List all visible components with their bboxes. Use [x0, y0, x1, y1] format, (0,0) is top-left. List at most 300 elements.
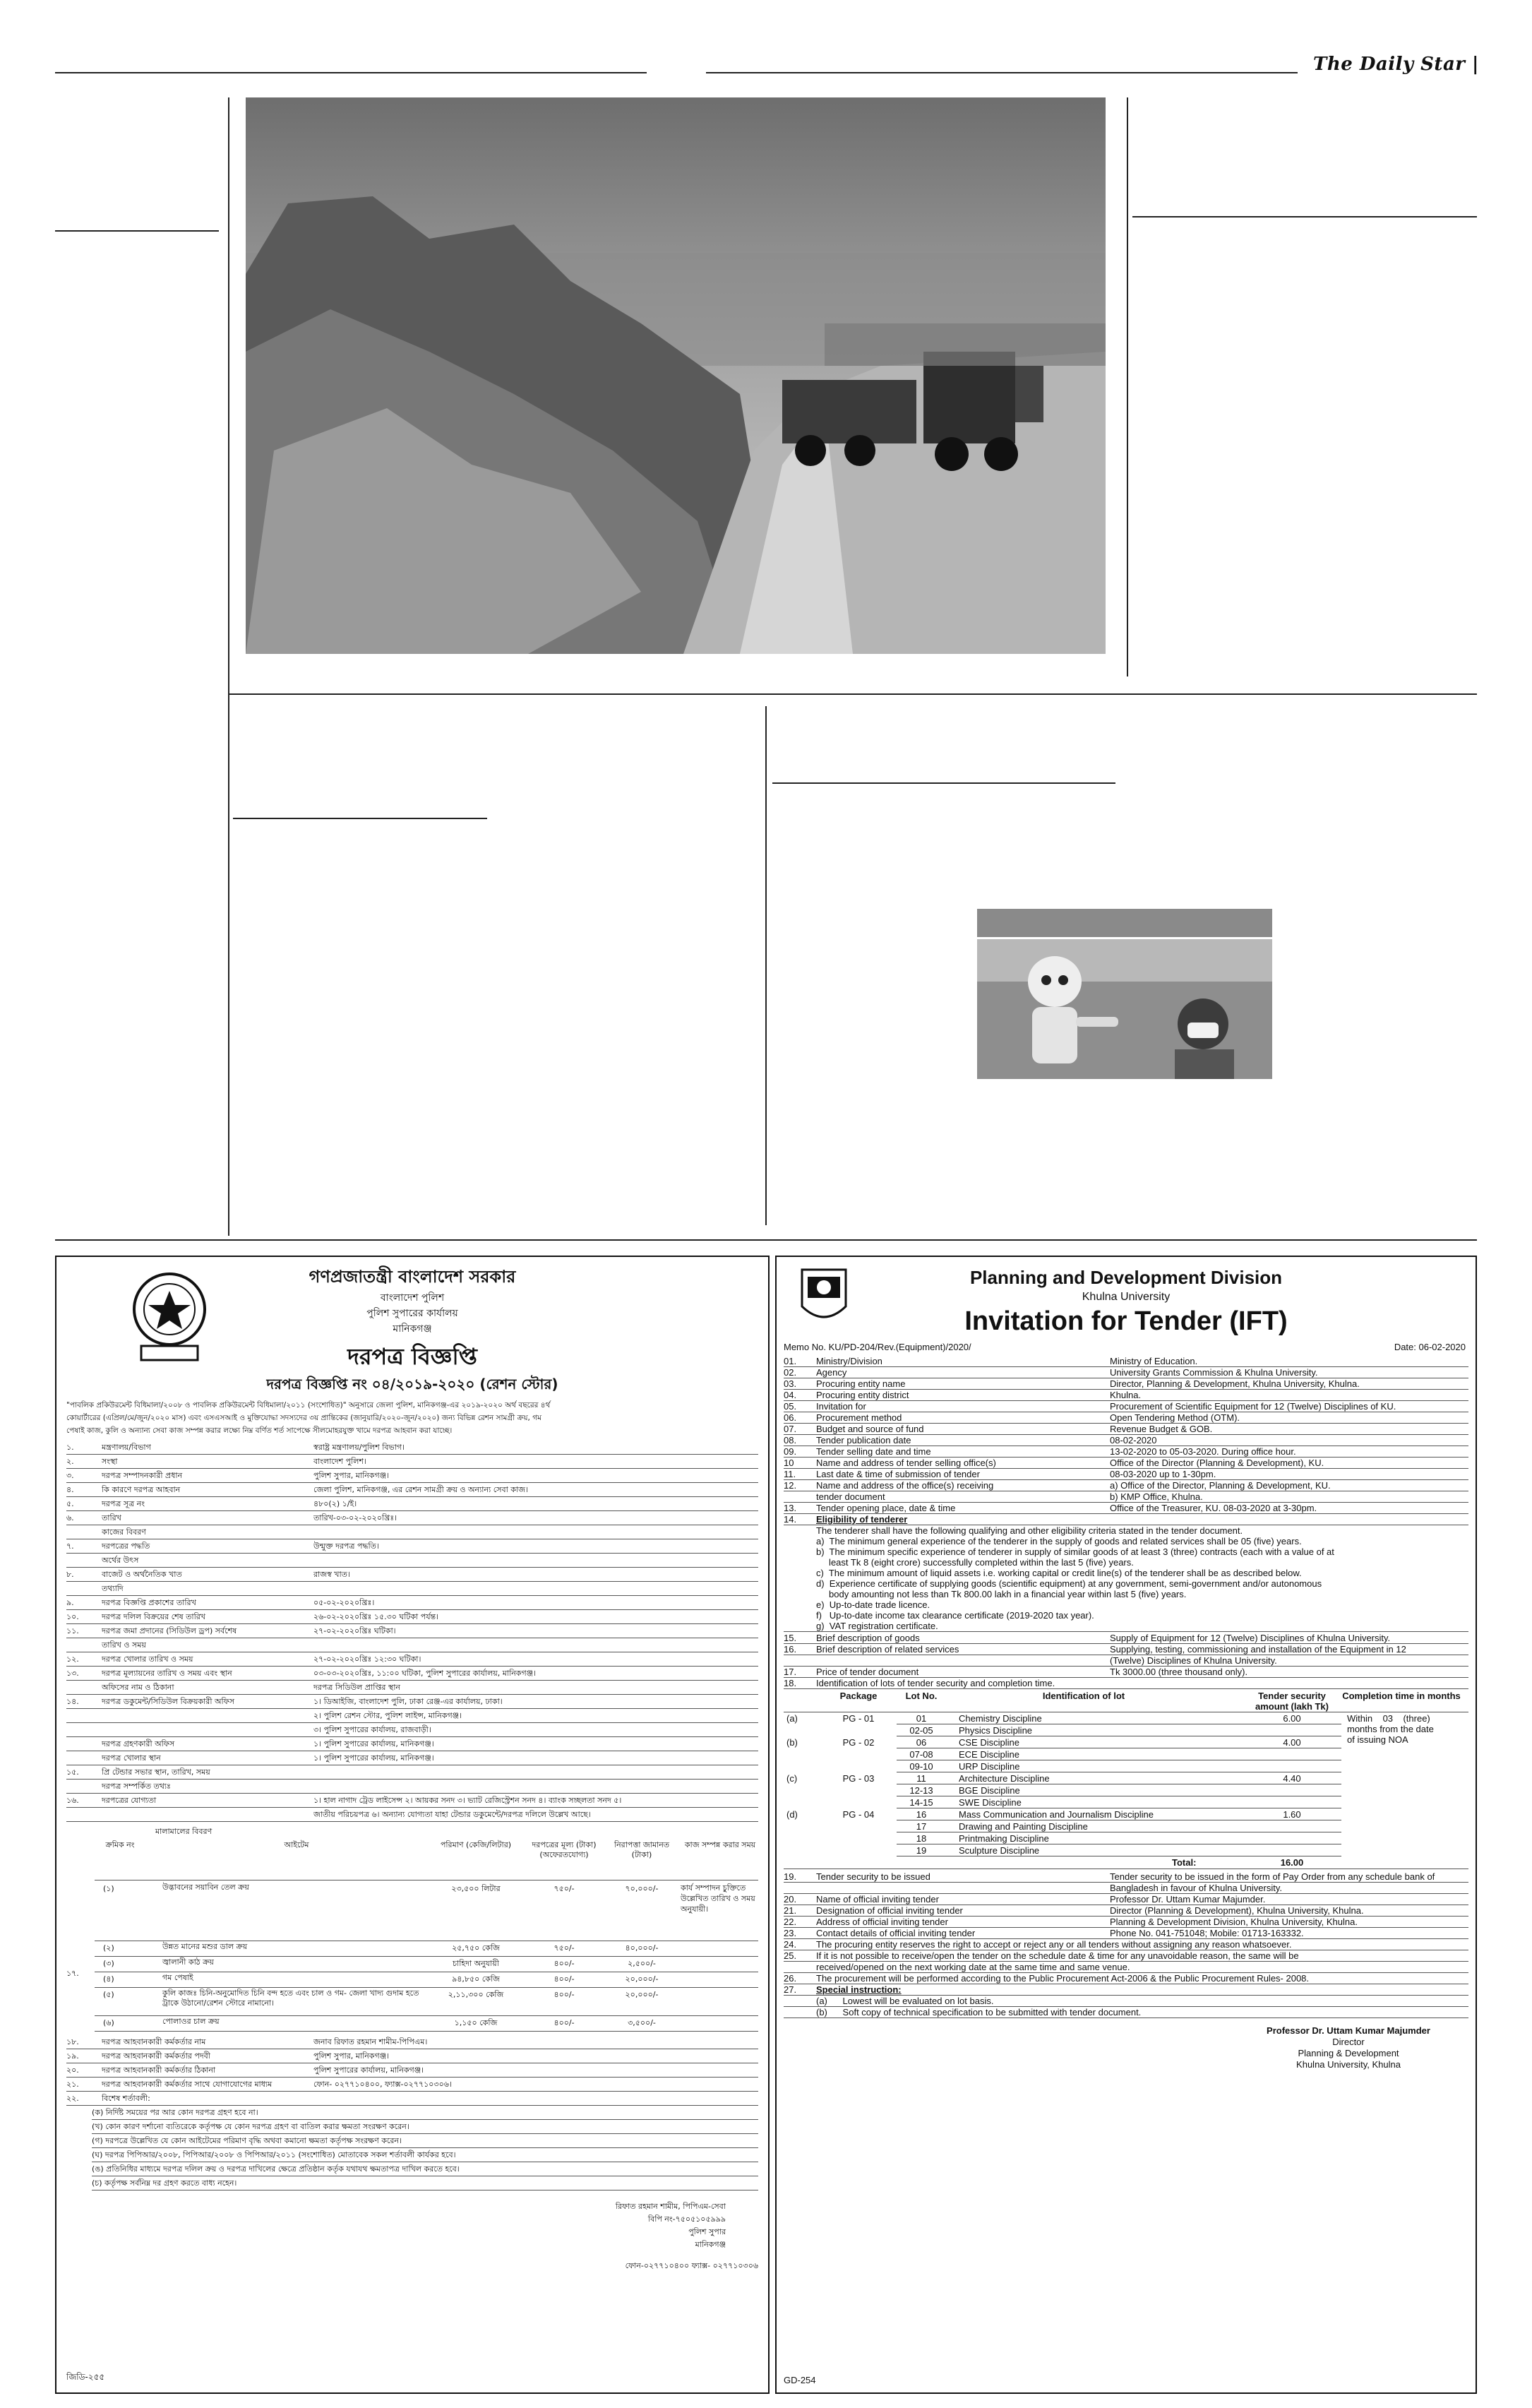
en-lot-number: 19: [916, 1845, 927, 1856]
bn-district: মানিকগঞ্জ: [393, 1323, 432, 1335]
en-row-value: Professor Dr. Uttam Kumar Majumder.: [1110, 1894, 1266, 1905]
en-row-value: Office of the Director (Planning & Development), KU.: [1110, 1458, 1324, 1468]
en-table-row: [784, 1424, 1468, 1434]
bangla-tender-notice: [55, 1256, 770, 2394]
en-eligibility-line: The tenderer shall have the following qualifying and other eligibility criteria stated in the tender document.: [816, 1525, 1243, 1536]
en-lot-total-label: Total:: [1172, 1857, 1197, 1868]
bn-goods-security: ২০,০০০/-: [625, 1990, 659, 1999]
en-row-no: 07.: [784, 1424, 797, 1434]
en-row-value: Open Tendering Method (OTM).: [1110, 1412, 1240, 1423]
en-table-row: [784, 1378, 1468, 1389]
en-lot-name: SWE Discipline: [959, 1797, 1022, 1808]
bn-row-value: ১। হাল নাগাদ ট্রেড লাইসেন্স ২। আয়কর সনদ ৩। ভ্যাট রেজিস্ট্রেশন সনদ ৪। ব্যাংক সচ্ছলতা সনদ ৫।: [313, 1796, 622, 1805]
bn-signature-line: ফোন-০২৭৭১০৪০০ ফ্যাক্স- ০২৭৭১০৩০৬: [625, 2261, 758, 2270]
en-eligibility-line: a) The minimum general experience of the tenderer in the supply of goods and related services shall be 05 (five) years.: [816, 1536, 1302, 1546]
bn-table-row: [66, 1667, 758, 1681]
bn-row-value: ফোন- ০২৭৭১০৪০০, ফ্যাক্স-০২৭৭১০৩০৬।: [313, 2080, 452, 2089]
bn-table-row: [66, 1568, 758, 1582]
bn-goods-sl: (১): [103, 1884, 114, 1893]
bn-table-row: [66, 1751, 758, 1765]
bn-row-key: প্রি টেন্ডার সভার স্থান, তারিখ, সময়: [102, 1768, 210, 1777]
bn-row-no: ৫.: [66, 1499, 74, 1508]
center-column-rule: [765, 706, 767, 1225]
left-short-rule: [55, 230, 219, 232]
en-lot-name: Printmaking Discipline: [959, 1833, 1049, 1844]
bn-row-key: দরপত্র সূত্র নং: [102, 1499, 145, 1508]
en-row-value: 08-03-2020 up to 1-30pm.: [1110, 1469, 1216, 1479]
left-sub-rule: [233, 818, 487, 819]
en-table-row: [784, 1458, 1468, 1468]
en-note-row: [784, 1950, 1468, 1961]
bn-goods-qty: চাহিদা অনুযায়ী: [453, 1959, 499, 1968]
en-lot-name: Mass Communication and Journalism Discipline: [959, 1809, 1154, 1820]
en-lot-number: 11: [916, 1773, 926, 1784]
en-lot-name: ECE Discipline: [959, 1749, 1019, 1760]
bn-goods-header-price: দরপত্রের মূল্য (টাকা) (অফেরতযোগ্য): [532, 1840, 597, 1859]
bn-row-value: ১। পুলিশ সুপারের কার্যালয়, মানিকগঞ্জ।: [313, 1753, 434, 1763]
bn-row-key: তারিখ ও সময়: [102, 1640, 146, 1650]
en-lot-number: 07-08: [909, 1749, 933, 1760]
en-eligibility-line: body amounting not less than Tk 800.00 lakh in a financial year within last 5 (five) years.: [816, 1589, 1187, 1599]
bn-row-key: দরপত্র আহবানকারী কর্মকর্তার পদবী: [102, 2051, 210, 2061]
bn-row-rule: [66, 1821, 758, 1822]
bn-row-key: দরপত্রের যোগ্যতা: [102, 1796, 157, 1805]
bn-row-no: ২০.: [66, 2066, 79, 2075]
bn-goods-item: জ্বালানী কাঠ ক্রয়: [162, 1957, 214, 1967]
bn-intro-3: পেষাই কাজ, কুলি ও অন্যান্য সেবা কাজ সম্পন্ন করার লক্ষ্যে নিম্ন বর্ণিত শর্ত সাপেক্ষে সীলমোহরযুক্ত খামে দরপত্র আহবান করা যাচ্ছে।: [66, 1426, 453, 1435]
bn-signature-line: পুলিশ সুপার: [688, 2227, 726, 2236]
bn-goods-qty: ২৩,৫০০ লিটার: [451, 1884, 501, 1893]
bn-row-value: তারিখ-০৩-০২-২০২০খ্রিঃ।: [313, 1513, 397, 1522]
bn-row-value: ২৭-০২-২০২০খ্রিঃ ঘটিকা।: [313, 1626, 396, 1635]
en-note-no: 27.: [784, 1984, 797, 1995]
bn-signature-line: বিপি নং-৭৫০৫১০৫৯৯৯: [647, 2215, 726, 2224]
en-row-rule: [784, 1631, 1468, 1632]
en-row-value: a) Office of the Director, Planning & Development, KU.: [1110, 1480, 1331, 1491]
bn-table-row: [66, 1681, 758, 1695]
en-row-no: 11.: [784, 1469, 796, 1479]
bn-goods-price: ৪০০/-: [553, 2018, 575, 2027]
bn-row-value: স্বরাষ্ট্র মন্ত্রণালয়/পুলিশ বিভাগ।: [313, 1443, 405, 1452]
bn-signature-line: রিফাত রহমান শামীম, পিপিএম-সেবা: [615, 2202, 726, 2211]
bn-row-value: পুলিশ সুপারের কার্যালয়, মানিকগঞ্জ।: [313, 2066, 424, 2075]
en-row-value: Director, Planning & Development, Khulna University, Khulna.: [1110, 1378, 1360, 1389]
en-row-key: Procuring entity name: [816, 1378, 906, 1389]
en-row-key: Tender security to be issued: [816, 1871, 930, 1882]
bn-goods-sl: (৪): [103, 1974, 114, 1984]
bn-row-no: ১৫.: [66, 1768, 79, 1777]
bn-row-value: দরপত্র সিডিউল প্রাপ্তির স্থান: [313, 1683, 400, 1692]
en-table-row: [784, 1390, 1468, 1400]
bn-row-value: জেলা পুলিশ, মানিকগঞ্জ, এর রেশন সামগ্রী ক্রয় ও অন্যান্য সেবা কাজ।: [313, 1485, 528, 1494]
en-lot-number: 16: [916, 1809, 927, 1820]
bn-row-value: ২। পুলিশ রেশন স্টোর, পুলিশ লাইন্স, মানিকগঞ্জ।: [313, 1711, 462, 1720]
en-table-row: [784, 1928, 1468, 1938]
en-table-row: [784, 1633, 1468, 1643]
en-row-value: Revenue Budget & GOB.: [1110, 1424, 1213, 1434]
en-row-key: Brief description of related services: [816, 1644, 959, 1655]
bn-tail-row: [66, 2078, 758, 2092]
right-short-rule: [1132, 216, 1477, 217]
en-lot-number: 06: [916, 1737, 927, 1748]
en-lot-name: URP Discipline: [959, 1761, 1020, 1772]
bn-row-key: দরপত্র দলিল বিক্রয়ের শেষ তারিখ: [102, 1612, 206, 1621]
en-row-key: Last date & time of submission of tender: [816, 1469, 980, 1479]
en-lot-name: BGE Discipline: [959, 1785, 1020, 1796]
bn-row-value: জনাব রিফাত রহমান শামীম-পিপিএম।: [313, 2037, 428, 2046]
en-row-key: Contact details of official inviting tender: [816, 1928, 976, 1938]
en-lot-name: Chemistry Discipline: [959, 1713, 1042, 1724]
en-row-no: 17.: [784, 1667, 797, 1677]
en-lot-number: 17: [916, 1821, 927, 1832]
bn-row-value: ২৬-০২-২০২০খ্রিঃ ১৫.৩০ ঘটিকা পর্যন্ত।: [313, 1612, 439, 1621]
bn-row-no: ৯.: [66, 1598, 74, 1607]
en-row-value: (Twelve) Disciplines of Khulna University.: [1110, 1655, 1277, 1666]
en-lot-header-pkg: Package: [839, 1691, 878, 1701]
en-eligibility-line: b) The minimum specific experience of tenderer in supply of similar goods of at least 3 (three) contracts (each with a value of at: [816, 1546, 1334, 1557]
bn-table-row: [66, 1808, 758, 1822]
en-lot-package: PG - 04: [842, 1809, 875, 1820]
en-lot-name: Drawing and Painting Discipline: [959, 1821, 1088, 1832]
bn-goods-time: কার্য সম্পাদন চুক্তিতে উল্লেখিত তারিখ ও সময় অনুযায়ী।: [681, 1883, 755, 1914]
bn-signature-line: মানিকগঞ্জ: [695, 2240, 726, 2249]
bn-title: দরপত্র বিজ্ঞপ্তি: [347, 1343, 477, 1370]
en-row-no: 23.: [784, 1928, 797, 1938]
en-row-no: 08.: [784, 1435, 797, 1446]
en-title: Invitation for Tender (IFT): [964, 1306, 1288, 1336]
bn-intro-1: "পাবলিক প্রকিউরমেন্ট বিধিমালা/২০০৮ ও পাবলিক প্রকিউরমেন্ট বিধিমালা/২০১১ (সংশোধিত)" অনুসারে জেলা পুলিশ, মানিকগঞ্জ-এর ২০১৯-২০২০ অর্থ বছরের ৪র্থ: [66, 1401, 551, 1409]
bn-goods-price: ৪০০/-: [553, 1959, 575, 1968]
bn-tail-row: [66, 2049, 758, 2063]
bn-row-key: দরপত্র জমা প্রদানের (সিডিউল ড্রপ) সর্বশেষ: [102, 1626, 237, 1635]
en-eligibility-line: c) The minimum amount of liquid assets i.e. working capital or credit line(s) of the tenderer shall be as described below.: [816, 1568, 1302, 1578]
bn-goods-header-security: নিরাপত্তা জামানত (টাকা): [614, 1840, 670, 1859]
robot-photo-caption-bar: [977, 909, 1272, 937]
bn-row-no: ১২.: [66, 1655, 79, 1664]
en-row-value: University Grants Commission & Khulna University.: [1110, 1367, 1318, 1378]
bn-ad-code: জিডি-২৫৫: [66, 2372, 105, 2382]
en-row-no: 01.: [784, 1356, 797, 1366]
top-rule-right: [706, 72, 1298, 73]
en-table-row: [784, 1401, 1468, 1412]
bn-row-no: ৬.: [66, 1513, 74, 1522]
en-note-text: (b) Soft copy of technical specification to be submitted with tender document.: [816, 2007, 1142, 2017]
en-completion-line: months from the date: [1347, 1724, 1434, 1734]
bn-goods-header-item: আইটেম: [284, 1840, 309, 1849]
en-lot-sub: (c): [786, 1773, 798, 1784]
en-table-row: [784, 1883, 1468, 1893]
robot-and-child-image: [977, 939, 1272, 1079]
bn-table-row: [66, 1582, 758, 1596]
en-row-key: Brief description of goods: [816, 1633, 920, 1643]
en-row-value: 08-02-2020: [1110, 1435, 1157, 1446]
bn-row-no: ১১.: [66, 1626, 79, 1635]
bn-row-value: পুলিশ সুপার, মানিকগঞ্জ।: [313, 1471, 390, 1480]
en-row-no: 22.: [784, 1917, 797, 1927]
en-row-value: Supplying, testing, commissioning and installation of the Equipment in 12: [1110, 1644, 1406, 1655]
bn-row-key: দরপত্র আহবানকারী কর্মকর্তার ঠিকানা: [102, 2066, 216, 2075]
en-lot-number: 02-05: [909, 1725, 933, 1736]
bn-row-value: জাতীয় পরিচয়পত্র ৬। অন্যান্য যোগ্যতা যাহা টেন্ডার ডকুমেন্টে/দরপত্র দলিলে উল্লেখ আছে।: [313, 1810, 591, 1819]
en-note-row: [784, 1939, 1468, 1950]
en-completion-line: Within 03 (three): [1347, 1713, 1430, 1724]
bn-goods-price: ৭৫০/-: [553, 1943, 575, 1953]
en-table-row: [784, 1480, 1468, 1491]
main-photo: [246, 97, 1106, 654]
en-row-no: 03.: [784, 1378, 797, 1389]
en-lot-number: 18: [916, 1833, 927, 1844]
en-row-key: Procuring entity district: [816, 1390, 909, 1400]
en-row-key: Procurement method: [816, 1412, 902, 1423]
en-note-row: [784, 1962, 1468, 1972]
bn-row-value: রাজস্ব খাত।: [313, 1570, 350, 1579]
en-row-no: 14.: [784, 1514, 797, 1525]
en-row-no: 05.: [784, 1401, 797, 1412]
en-table-row: [784, 1644, 1468, 1655]
en-division: Planning and Development Division: [969, 1267, 1283, 1288]
en-lot-sub: (d): [786, 1809, 798, 1820]
en-lot-name: Architecture Discipline: [959, 1773, 1050, 1784]
bn-gov-heading: গণপ্রজাতন্ত্রী বাংলাদেশ সরকার: [309, 1267, 516, 1287]
bn-row-no: ১৮.: [66, 2037, 79, 2046]
en-row-no: 04.: [784, 1390, 797, 1400]
en-table-row: [784, 1917, 1468, 1927]
bn-row-no: ৭.: [66, 1542, 74, 1551]
bn-row-key: কাজের বিবরণ: [102, 1527, 146, 1537]
en-row-no: 10: [784, 1458, 794, 1468]
en-note-text: Special instruction:: [816, 1984, 902, 1995]
bn-goods-sl: (৫): [103, 1990, 114, 1999]
en-row-key: Budget and source of fund: [816, 1424, 924, 1434]
bn-table-row: [66, 1610, 758, 1624]
en-row-value: 13-02-2020 to 05-03-2020. During office hour.: [1110, 1446, 1296, 1457]
en-table-row: [784, 1491, 1468, 1502]
bn-table-row: [66, 1780, 758, 1794]
bn-row-value: পুলিশ সুপার, মানিকগঞ্জ।: [313, 2051, 390, 2061]
bn-condition: (ঙ) প্রতিনিধির মাধ্যমে দরপত্র দলিল ক্রয় ও দরপত্র দাখিলের ক্ষেত্রে প্রতিষ্ঠান কর্তৃক যথাযথ ক্ষমতাপত্র দাখিল করতে হবে।: [92, 2164, 460, 2174]
en-row-no: 06.: [784, 1412, 797, 1423]
bn-table-row: [66, 1794, 758, 1808]
en-note-text: received/opened on the next working date at the same time and same venue.: [816, 1962, 1130, 1972]
en-row-key: Ministry/Division: [816, 1356, 882, 1366]
en-row-value: Director (Planning & Development), Khulna University, Khulna.: [1110, 1905, 1364, 1916]
bn-goods-rule: [95, 2015, 758, 2016]
bn-condition: (ক) নির্দিষ্ট সময়ের পর আর কোন দরপত্র গ্রহণ হবে না।: [92, 2108, 258, 2117]
bn-row-key: তারিখ: [102, 1513, 121, 1522]
bn-goods-security: ৭০,০০০/-: [625, 1884, 659, 1893]
bn-row-no: ২১.: [66, 2080, 79, 2089]
bn-row-key: দরপত্র সম্পর্কিত তথ্যঃ: [102, 1782, 171, 1791]
bn-row-key: বিশেষ শর্তাবলী:: [102, 2094, 150, 2103]
bn-table-row: [66, 1695, 758, 1709]
bn-goods-rule: [95, 1987, 758, 1988]
bn-table-row: [66, 1709, 758, 1723]
en-eligibility-line: d) Experience certificate of supplying goods (scientific equipment) at any government, semi-government and/or autonomous: [816, 1578, 1322, 1589]
bn-table-row: [66, 1441, 758, 1455]
en-eligibility-line: g) VAT registration certificate.: [816, 1621, 938, 1631]
bn-row-value: ১। পুলিশ সুপারের কার্যালয়, মানিকগঞ্জ।: [313, 1739, 434, 1748]
bn-tail-row: [66, 2035, 758, 2049]
en-row-rule: [784, 1868, 1468, 1869]
bn-goods-qty: ২,১১,৩০০ কেজি: [448, 1990, 504, 1999]
en-note-row: [784, 1984, 1468, 1995]
en-lot-package: PG - 03: [842, 1773, 875, 1784]
bn-row-key: দরপত্র সম্পাদনকারী প্রধান: [102, 1471, 183, 1480]
bn-goods-item: কুলি কাজঃ চিনি-অনুমোদিত চিনি বন্দ হতে এবং চাল ও গম- জেলা খাদ্য গুদাম হতে ট্রাকে উঠানো/রেশন স্টোরে নামানো।: [162, 1989, 419, 2008]
en-row-value: Ministry of Education.: [1110, 1356, 1198, 1366]
en-row-key: Eligibility of tenderer: [816, 1514, 908, 1525]
en-ad-code: GD-254: [784, 2375, 816, 2385]
bn-table-row: [66, 1737, 758, 1751]
en-table-row: [784, 1356, 1468, 1366]
bn-table-row: [66, 1652, 758, 1667]
en-lot-security: 4.00: [1283, 1737, 1301, 1748]
en-university: Khulna University: [1082, 1291, 1171, 1303]
en-lot-security: 1.60: [1283, 1809, 1301, 1820]
en-lot-header-id: Identification of lot: [1042, 1691, 1125, 1701]
en-row-key: Name and address of the office(s) receiving: [816, 1480, 994, 1491]
bn-condition: (চ) কর্তৃপক্ষ সর্বনিম্ন দর গ্রহণ করতে বাধ্য নহেন।: [92, 2178, 237, 2188]
en-row-no: 20.: [784, 1894, 797, 1905]
bn-goods-security: ৪০,০০০/-: [625, 1943, 659, 1953]
bn-goods-rule: [95, 2031, 758, 2032]
en-lot-package: PG - 02: [842, 1737, 875, 1748]
bn-row-key: দরপত্রের পদ্ধতি: [102, 1542, 150, 1551]
bn-row-key: অফিসের নাম ও ঠিকানা: [102, 1683, 174, 1692]
en-row-no: 19.: [784, 1871, 797, 1882]
bn-goods-rule: [95, 1956, 758, 1957]
bn-tail-row: [66, 2063, 758, 2078]
en-table-row: [784, 1469, 1468, 1479]
english-tender-notice: [775, 1256, 1477, 2394]
en-row-no: 12.: [784, 1480, 797, 1491]
en-table-row: [784, 1678, 1468, 1688]
bn-table-row: [66, 1483, 758, 1497]
bn-tail-row: [66, 2092, 758, 2106]
en-row-key: Name and address of tender selling office(s): [816, 1458, 996, 1468]
bn-goods-price: ৪০০/-: [553, 1990, 575, 1999]
bn-table-row: [66, 1511, 758, 1525]
bn-row-key: দরপত্র খোলার তারিখ ও সময়: [102, 1655, 193, 1664]
bn-office: পুলিশ সুপারের কার্যালয়: [366, 1308, 458, 1319]
en-table-row: [784, 1435, 1468, 1446]
en-note-row: [784, 1996, 1468, 2006]
bn-row-key: বাজেট ও অর্থনৈতিক খাত: [102, 1570, 182, 1579]
bn-row-value: ৩। পুলিশ সুপারের কার্যালয়, রাজবাড়ী।: [313, 1725, 431, 1734]
bn-table-row: [66, 1539, 758, 1554]
bn-row-value: ২৭-০২-২০২০খ্রিঃ ১২:৩০ ঘটিকা।: [313, 1655, 421, 1664]
bn-row-no: ৪.: [66, 1485, 74, 1494]
en-lot-number: 14-15: [909, 1797, 933, 1808]
bn-row-no: ৩.: [66, 1471, 74, 1480]
en-lot-number: 09-10: [909, 1761, 933, 1772]
en-note-no: 24.: [784, 1939, 797, 1950]
en-table-row: [784, 1503, 1468, 1513]
en-note-row: [784, 1973, 1468, 1984]
en-lot-total-value: 16.00: [1280, 1857, 1304, 1868]
en-signature-line: Director: [1332, 2037, 1365, 2047]
right-sub-rule: [772, 782, 1115, 784]
en-table-row: [784, 1894, 1468, 1905]
bn-condition: (খ) কোন কারণ দর্শানো ব্যতিরেকে কর্তৃপক্ষ যে কোন দরপত্র গ্রহণ বা বাতিল করার ক্ষমতা সংরক্ষণ করেন।: [92, 2122, 409, 2131]
bn-row-no: ১০.: [66, 1612, 79, 1621]
bn-table-row: [66, 1765, 758, 1780]
bn-row-value: বাংলাদেশ পুলিশ।: [313, 1457, 366, 1466]
en-lot-package: PG - 01: [842, 1713, 875, 1724]
bn-condition: (ঘ) দরপত্র পিপিআর/২০০৮, পিপিআর/২০০৮ ও পিপিআর/২০১১ (সংশোধিত) মোতাবেক সকল শর্তাবলী কার্যকর হবে।: [92, 2150, 456, 2159]
en-row-key: Tender opening place, date & time: [816, 1503, 956, 1513]
bn-row-key: কি কারণে দরপত্র আহবান: [102, 1485, 181, 1494]
bn-goods-header-sl: ক্রমিক নং: [105, 1840, 135, 1849]
bn-subtitle: দরপত্র বিজ্ঞপ্তি নং ০৪/২০১৯-২০২০ (রেশন স্টোর): [266, 1376, 558, 1393]
bn-row-key: দরপত্র আহবানকারী কর্মকর্তার নাম: [102, 2037, 206, 2046]
bn-row-no: ১৯.: [66, 2051, 79, 2061]
en-lot-number: 12-13: [909, 1785, 933, 1796]
bn-goods-sl: (৬): [103, 2018, 114, 2027]
bn-row-key: দরপত্র গ্রহণকারী অফিস: [102, 1739, 175, 1748]
en-table-row: [784, 1905, 1468, 1916]
en-row-no: 16.: [784, 1644, 797, 1655]
en-eligibility-line: e) Up-to-date trade licence.: [816, 1599, 930, 1610]
en-table-row: [784, 1412, 1468, 1423]
en-completion-line: of issuing NOA: [1347, 1734, 1408, 1745]
en-row-key: Name of official inviting tender: [816, 1894, 939, 1905]
bn-row-no: ১৬.: [66, 1796, 79, 1805]
mid-rule: [228, 693, 1477, 695]
robot-photo: [977, 939, 1272, 1079]
en-row-key: Address of official inviting tender: [816, 1917, 948, 1927]
en-row-value: Planning & Development Division, Khulna University, Khulna.: [1110, 1917, 1358, 1927]
en-lot-header-time: Completion time in months: [1342, 1691, 1461, 1701]
en-eligibility-line: least Tk 8 (eight crore) successfully completed within the last 5 (five) years.: [816, 1557, 1134, 1568]
bn-goods-item: উন্নত মানের মশুর ডাল ক্রয়: [162, 1942, 248, 1951]
bn-row-key: দরপত্র খোলার স্থান: [102, 1753, 161, 1763]
en-note-text: If it is not possible to receive/open the tender on the schedule date & time for any unavoidable reason, the same will be: [816, 1950, 1299, 1961]
en-note-text: (a) Lowest will be evaluated on lot basis.: [816, 1996, 994, 2006]
bn-row-17-no: ১৭.: [66, 1969, 79, 1978]
bn-goods-security: ২,৫০০/-: [628, 1959, 656, 1968]
en-row-value: b) KMP Office, Khulna.: [1110, 1491, 1203, 1502]
en-table-row: [784, 1367, 1468, 1378]
en-row-no: 13.: [784, 1503, 797, 1513]
en-row-no: 02.: [784, 1367, 797, 1378]
en-table-row: [784, 1667, 1468, 1677]
en-memo: Memo No. KU/PD-204/Rev.(Equipment)/2020/: [784, 1342, 971, 1352]
en-note-text: The procurement will be performed according to the Public Procurement Act-2006 & the Public Procurement Rules- 2008.: [816, 1973, 1310, 1984]
bn-goods-qty: ১,১৫০ কেজি: [454, 2018, 498, 2027]
en-lot-security: 6.00: [1283, 1713, 1301, 1724]
en-signature-line: Khulna University, Khulna: [1296, 2059, 1401, 2070]
bn-row-key: দরপত্র ডকুমেন্ট/সিডিউল বিক্রয়কারী অফিস: [102, 1697, 234, 1706]
bn-table-row: [66, 1455, 758, 1469]
en-row-value: Khulna.: [1110, 1390, 1142, 1400]
bn-row-key: তথ্যাদি: [102, 1584, 124, 1593]
en-row-key: Tender selling date and time: [816, 1446, 931, 1457]
bn-row-no: ২.: [66, 1457, 74, 1466]
bn-row-no: ২২.: [66, 2094, 79, 2103]
en-row-value: Procurement of Scientific Equipment for 12 (Twelve) Disciplines of KU.: [1110, 1401, 1396, 1412]
bn-table-row: [66, 1596, 758, 1610]
en-row-key: tender document: [816, 1491, 885, 1502]
bn-goods-qty: ২৫,৭৫০ কেজি: [452, 1943, 500, 1953]
en-table-row: [784, 1871, 1468, 1882]
en-lot-sub: (a): [786, 1713, 798, 1724]
en-row-value: Supply of Equipment for 12 (Twelve) Disciplines of Khulna University.: [1110, 1633, 1391, 1643]
en-signature-line: Professor Dr. Uttam Kumar Majumder: [1267, 2025, 1430, 2036]
en-row-value: Phone No. 041-751048; Mobile: 01713-163332.: [1110, 1928, 1304, 1938]
bn-goods-sl: (২): [103, 1943, 114, 1953]
bn-goods-price: ৪০০/-: [553, 1974, 575, 1984]
